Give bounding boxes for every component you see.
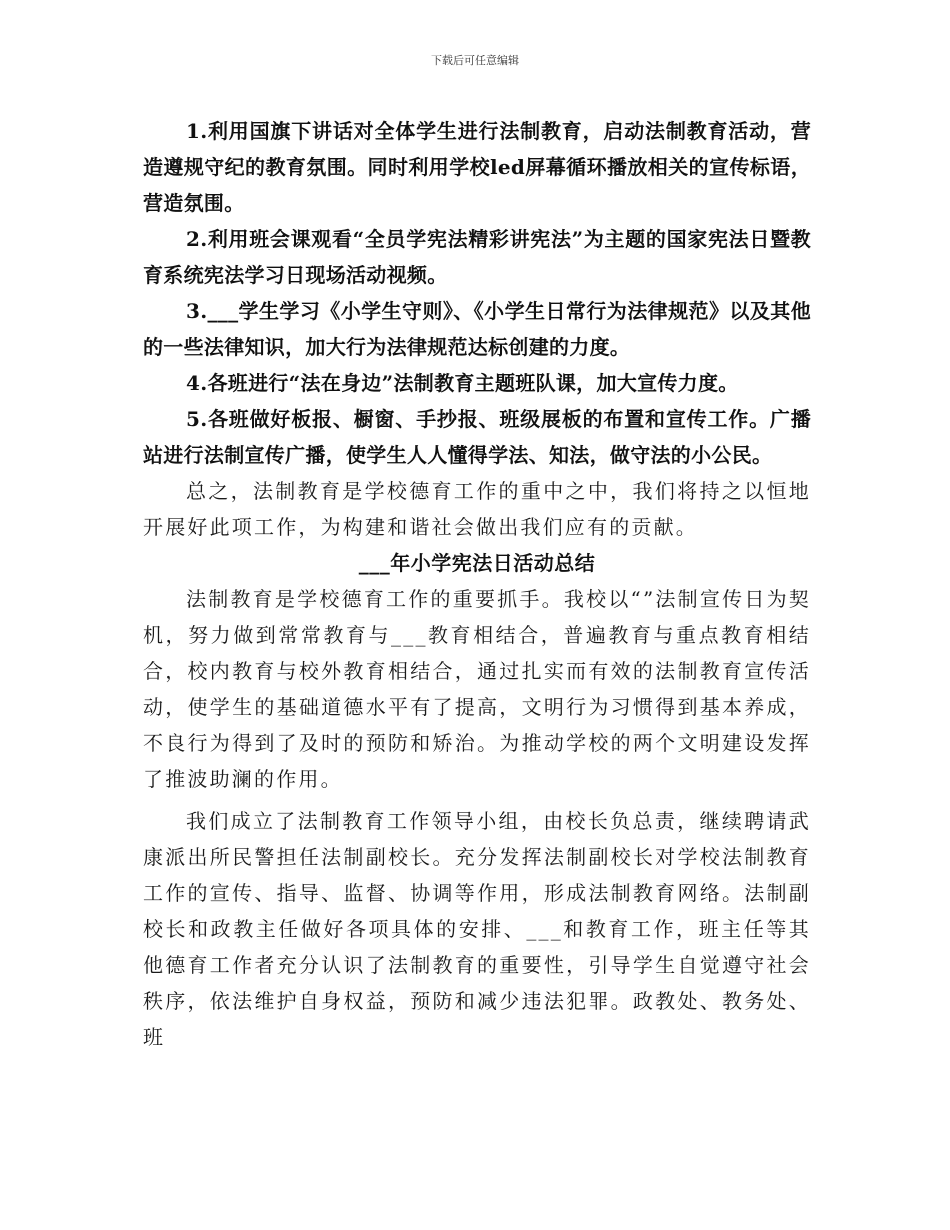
page-header-note: 下载后可任意编辑 [431, 54, 519, 67]
activity-list [143, 113, 811, 473]
activity-item-3: 3.___学生学习《小学生守则》、《小学生日常行为法律规范》以及其他的一些法律知识，加大行为法律规范达标创建的力度。 [143, 299, 811, 359]
activity-item-4: 4.各班进行“法在身边”法制教育主题班队课，加大宣传力度。 [186, 371, 739, 395]
section-title: ___年小学宪法日活动总结 [358, 551, 596, 575]
summary-body [143, 581, 811, 1055]
conclusion-block [143, 473, 811, 545]
document-body [143, 113, 811, 1055]
body-paragraph-1: 法制教育是学校德育工作的重要抓手。我校以“”法制宣传日为契机，努力做到常常教育与___教育相结合，普遍教育与重点教育相结合，校内教育与校外教育相结合，通过扎实而有效的法制教育宣传活动，使学生的基础道德水平有了提高，文明行为习惯得到基本养成，不良行为得到了及时的预防和矫治。为推动学校的两个文明建设发挥了推波助澜的作用。 [143, 587, 811, 791]
conclusion-paragraph: 总之，法制教育是学校德育工作的重中之中，我们将持之以恒地开展好此项工作，为构建和谐社会做出我们应有的贡献。 [143, 479, 811, 539]
activity-item-2: 2.利用班会课观看“全员学宪法精彩讲宪法”为主题的国家宪法日暨教育系统宪法学习日现场活动视频。 [143, 227, 811, 287]
activity-item-5: 5.各班做好板报、橱窗、手抄报、班级展板的布置和宣传工作。广播站进行法制宣传广播，使学生人人懂得学法、知法，做守法的小公民。 [143, 407, 811, 467]
activity-item-1: 1.利用国旗下讲话对全体学生进行法制教育，启动法制教育活动，营造遵规守纪的教育氛围。同时利用学校led屏幕循环播放相关的宣传标语，营造氛围。 [143, 119, 811, 215]
body-paragraph-2: 我们成立了法制教育工作领导小组，由校长负总责，继续聘请武康派出所民警担任法制副校长。充分发挥法制副校长对学校法制教育工作的宣传、指导、监督、协调等作用，形成法制教育网络。法制副校长和政教主任做好各项具体的安排、___和教育工作，班主任等其他德育工作者充分认识了法制教育的重要性，引导学生自觉遵守社会秩序，依法维护自身权益，预防和减少违法犯罪。政教处、教务处、班 [143, 809, 811, 1049]
